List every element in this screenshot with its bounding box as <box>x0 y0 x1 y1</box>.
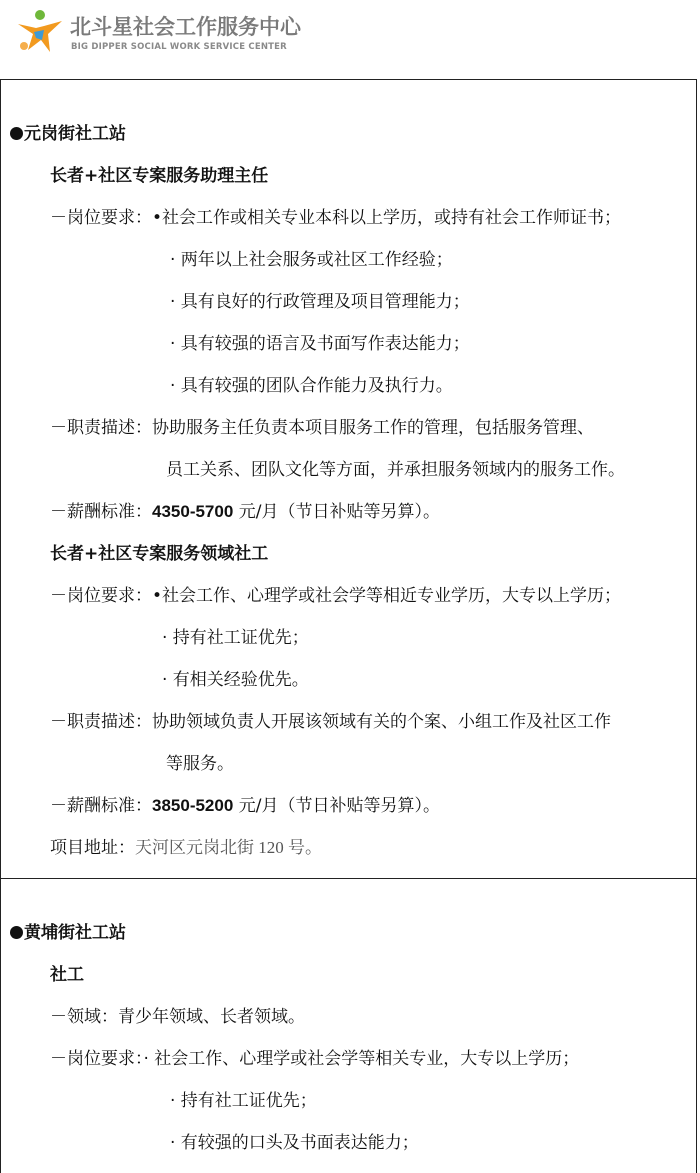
requirement-item: · 具有良好的行政管理及项目管理能力； <box>170 292 470 312</box>
salary-line: －薪酬标准：4350-5700 元/月（节日补贴等另算）。 <box>50 502 440 522</box>
job-title: 长者+社区专案服务领域社工 <box>50 544 269 564</box>
requirement-item: · 有较强的口头及书面表达能力； <box>170 1133 419 1153</box>
field-line: －领域：青少年领域、长者领域。 <box>50 1007 305 1027</box>
requirement-item: · 具有较强的团队合作能力及执行力。 <box>170 376 453 396</box>
requirement-item: · 两年以上社会服务或社区工作经验； <box>170 250 453 270</box>
requirement-line: －岗位要求：· 社会工作、心理学或社会学等相关专业，大专以上学历； <box>50 1049 580 1069</box>
requirement-item: · 具有较强的语言及书面写作表达能力； <box>170 334 470 354</box>
duty-line: －职责描述：协助领域负责人开展该领域有关的个案、小组工作及社区工作 <box>50 712 611 732</box>
requirement-item: · 持有社工证优先； <box>162 628 309 648</box>
bullet-icon <box>10 127 23 140</box>
address-line: 项目地址：天河区元岗北街 120 号。 <box>50 838 322 858</box>
requirement-line: －岗位要求：•社会工作、心理学或社会学等相近专业学历，大专以上学历； <box>50 586 622 606</box>
requirement-line: －岗位要求：•社会工作或相关专业本科以上学历，或持有社会工作师证书； <box>50 208 622 228</box>
duty-line-cont: 等服务。 <box>166 754 234 774</box>
header <box>0 0 700 78</box>
section-title: 元岗街社工站 <box>10 123 126 145</box>
brand-name-en: BIG DIPPER SOCIAL WORK SERVICE CENTER <box>71 42 287 52</box>
requirement-item: · 有相关经验优先。 <box>162 670 309 690</box>
salary-line: －薪酬标准：3850-5200 元/月（节日补贴等另算）。 <box>50 796 440 816</box>
job-title: 社工 <box>50 965 84 985</box>
section-title: 黄埔街社工站 <box>10 922 126 944</box>
duty-line-cont: 员工关系、团队文化等方面，并承担服务领域内的服务工作。 <box>166 460 625 480</box>
logo-icon <box>14 6 66 58</box>
bullet-icon <box>10 926 23 939</box>
brand-name-cn: 北斗星社会工作服务中心 <box>70 15 301 39</box>
requirement-item: · 持有社工证优先； <box>170 1091 317 1111</box>
job-title: 长者+社区专案服务助理主任 <box>50 166 269 186</box>
duty-line: －职责描述：协助服务主任负责本项目服务工作的管理，包括服务管理、 <box>50 418 594 438</box>
